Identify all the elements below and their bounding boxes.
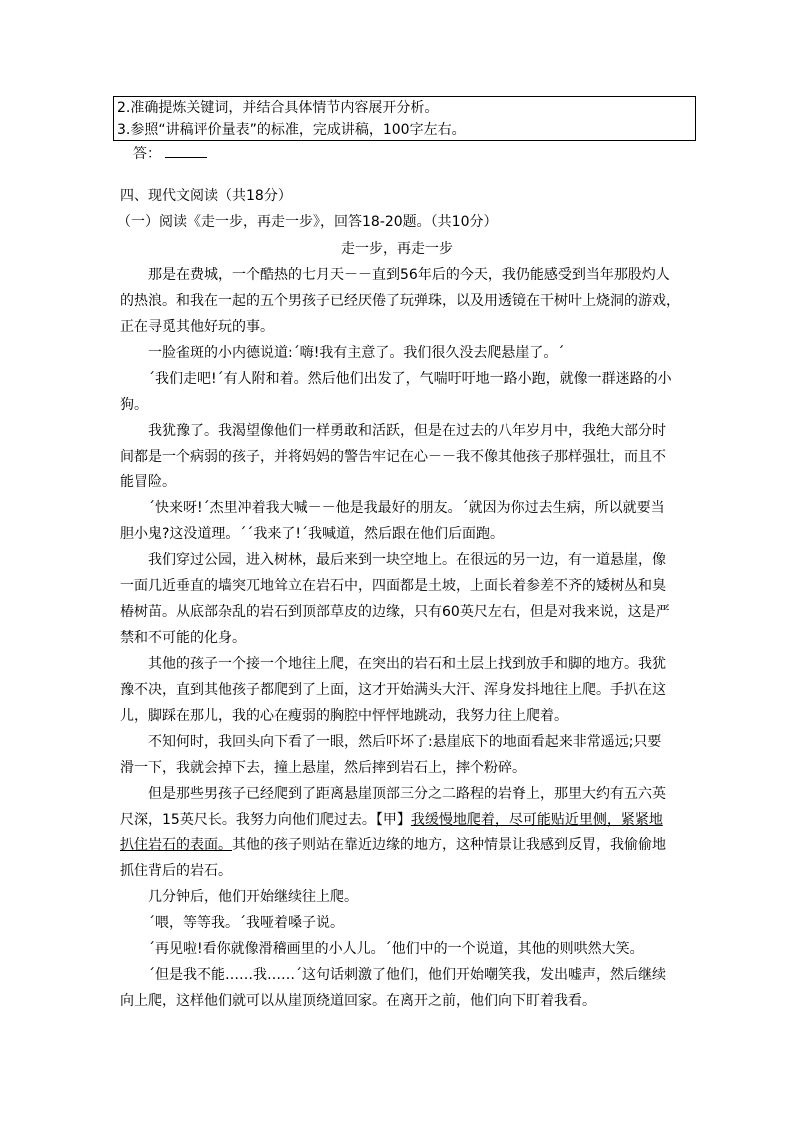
instruction-box	[113, 96, 696, 141]
article-line	[120, 575, 666, 597]
article-line	[148, 368, 672, 390]
line-text: 椿树苗。从底部杂乱的岩石到顶部草皮的边缘，只有60英尺左右，但是对我来说，这是严	[120, 604, 670, 621]
line-text: 能冒险。	[120, 474, 176, 491]
article-line	[120, 679, 666, 701]
article-line	[120, 860, 232, 882]
article-line	[148, 964, 666, 986]
instruction-3: 3.参照“讲稿评价量表”的标准，完成讲稿，100字左右。	[117, 122, 466, 138]
line-text: 一面几近垂直的墙突兀地耸立在岩石中，四面都是土坡，上面长着参差不齐的矮树丛和臭	[120, 578, 666, 595]
line-text: 禁和不可能的化身。	[120, 630, 246, 647]
article-line	[148, 731, 661, 753]
line-text: 胆小鬼?这没道理。ˊˊ我来了!ˊ我喊道，然后跟在他们后面跑。	[120, 526, 505, 543]
line-text: 狗。	[120, 396, 148, 413]
line-text: 间都是一个病弱的孩子，并将妈妈的警告牢记在心－－我不像其他孩子那样强壮，而且不	[120, 448, 666, 465]
article-line	[120, 446, 666, 468]
article-line	[120, 627, 246, 649]
article-line	[120, 757, 526, 779]
line-text: 几分钟后，他们开始继续往上爬。	[148, 889, 358, 906]
line-text: 的热浪。和我在一起的五个男孩子已经厌倦了玩弹珠，以及用透镜在干树叶上烧洞的游戏，	[120, 292, 680, 309]
article-line	[120, 316, 274, 338]
line-text: 不知何时，我回头向下看了一眼，然后吓坏了:悬崖底下的地面看起来非常遥远;只要	[148, 733, 662, 750]
article-line	[148, 886, 358, 908]
article-title: 走一步，再走一步	[341, 241, 453, 257]
line-text: ˊ再见啦!看你就像滑稽画里的小人儿。ˊ他们中的一个说道，其他的则哄然大笑。	[148, 941, 644, 958]
underlined-text: 我缓慢地爬着，尽可能贴近里侧，紧紧地	[410, 811, 663, 828]
article-line	[148, 420, 666, 442]
line-text: 正在寻觅其他好玩的事。	[120, 318, 274, 335]
line-text: 抓住背后的岩石。	[120, 863, 232, 880]
line-text: ˊ快来呀!ˊ杰里冲着我大喊－－他是我最好的朋友。ˊ就因为你过去生病，所以就要当	[148, 500, 665, 517]
article-line	[148, 912, 344, 934]
line-text: 滑一下，我就会掉下去，撞上悬崖，然后摔到岩石上，摔个粉碎。	[120, 759, 526, 776]
line-text: 豫不决，直到其他孩子都爬到了上面，这才开始满头大汗、浑身发抖地往上爬。手扒在这	[120, 681, 666, 698]
article-line	[120, 290, 680, 312]
article-line	[148, 938, 644, 960]
line-text: 向上爬，这样他们就可以从崖顶绕道回家。在离开之前，他们向下盯着我看。	[120, 993, 596, 1010]
article-line	[148, 783, 666, 805]
answer-blank[interactable]	[165, 144, 207, 158]
article-line	[120, 809, 663, 831]
line-text: 那是在费城，一个酷热的七月天－－直到56年后的今天，我仍能感受到当年那股灼人	[148, 267, 670, 283]
instruction-2: 2.准确提炼关键词，并结合具体情节内容展开分析。	[117, 100, 439, 116]
line-text: 我犹豫了。我渴望像他们一样勇敢和活跃，但是在过去的八年岁月中，我绝大部分时	[148, 422, 666, 439]
article-line	[120, 705, 568, 727]
line-text: ˊ但是我不能……我……ˊ这句话刺激了他们，他们开始嘲笑我，发出嘘声，然后继续	[148, 967, 666, 984]
article-line	[120, 523, 504, 545]
article-line	[120, 471, 176, 493]
article-line	[120, 834, 666, 856]
article-line	[148, 497, 665, 519]
article-line	[120, 990, 596, 1012]
article-line	[148, 653, 666, 675]
answer-label: 答：	[133, 146, 161, 162]
answer-line	[133, 143, 207, 165]
article-line	[120, 394, 148, 416]
underlined-text: 扒住岩石的表面。	[120, 837, 232, 854]
subsection-heading: （一）阅读《走一步，再走一步》，回答18-20题。（共10分）	[117, 214, 498, 230]
line-text: 其他的孩子则站在靠近边缘的地方，这种情景让我感到反胃，我偷偷地	[232, 837, 666, 854]
line-text: 但是那些男孩子已经爬到了距离悬崖顶部三分之二路程的岩脊上，那里大约有五六英	[148, 785, 666, 802]
article-line	[120, 601, 670, 623]
article-line	[148, 549, 666, 571]
line-text: 我们穿过公园，进入树林，最后来到一块空地上。在很远的另一边，有一道悬崖，像	[148, 552, 666, 569]
line-text: 尺深，15英尺长。我努力向他们爬过去。【甲】	[120, 811, 411, 828]
line-text: ˊ喂，等等我。ˊ我哑着嗓子说。	[148, 915, 344, 932]
article-line	[148, 264, 670, 286]
line-text: 其他的孩子一个接一个地往上爬，在突出的岩石和土层上找到放手和脚的地方。我犹	[148, 655, 666, 672]
line-text: 儿，脚踩在那儿，我的心在瘦弱的胸腔中怦怦地跳动，我努力往上爬着。	[120, 707, 568, 724]
line-text: ˊ我们走吧!ˊ有人附和着。然后他们出发了，气喘吁吁地一路小跑，就像一群迷路的小	[148, 370, 672, 387]
line-text: 一脸雀斑的小内德说道:ˊ嗨!我有主意了。我们很久没去爬悬崖了。ˊ	[148, 344, 565, 361]
section-heading: 四、现代文阅读（共18分）	[120, 188, 292, 204]
article-line	[148, 342, 564, 364]
